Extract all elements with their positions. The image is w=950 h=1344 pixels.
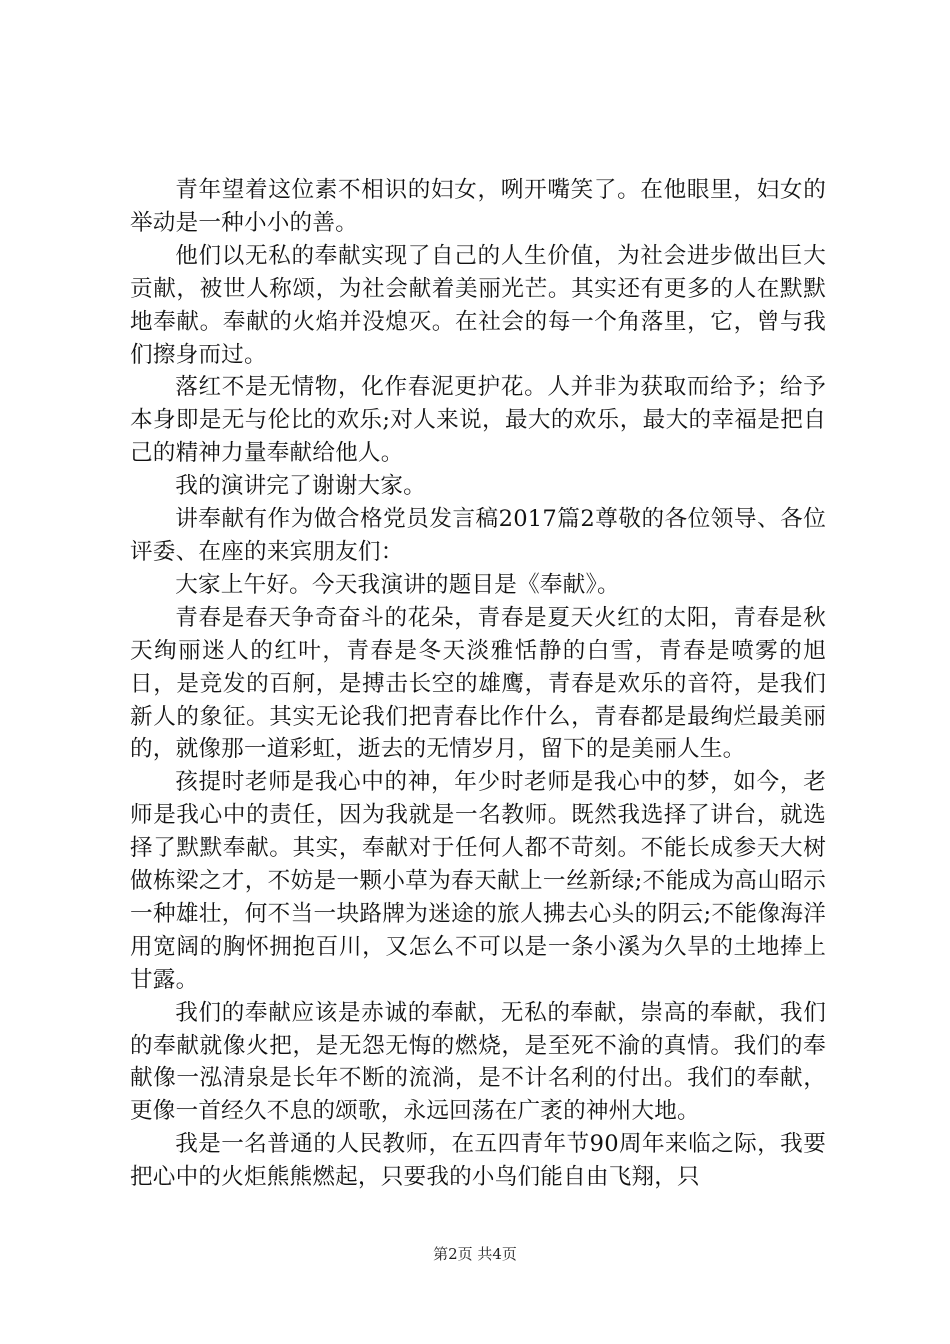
paragraph: 讲奉献有作为做合格党员发言稿2017篇2尊敬的各位领导、各位评委、在座的来宾朋友们： <box>130 506 826 565</box>
paragraph: 孩提时老师是我心中的神，年少时老师是我心中的梦，如今，老师是我心中的责任，因为我就是一名教师。既然我选择了讲台，就选择了默默奉献。其实，奉献对于任何人都不苛刻。不能长成参天大树做栋梁之才，不妨是一颗小草为春天献上一丝新绿;不能成为高山昭示一种雄壮，何不当一块路牌为迷途的旅人拂去心头的阴云;不能像海洋用宽阔的胸怀拥抱百川，又怎么不可以是一条小溪为久旱的土地捧上甘露。 <box>130 769 826 993</box>
paragraph: 他们以无私的奉献实现了自己的人生价值，为社会进步做出巨大贡献，被世人称颂，为社会献着美丽光芒。其实还有更多的人在默默地奉献。奉献的火焰并没熄灭。在社会的每一个角落里，它，曾与我们擦身而过。 <box>130 242 826 368</box>
paragraph: 大家上午好。今天我演讲的题目是《奉献》。 <box>175 571 620 598</box>
paragraph: 我是一名普通的人民教师，在五四青年节90周年来临之际，我要把心中的火炬熊熊燃起，只要我的小鸟们能自由飞翔，只 <box>130 1131 826 1191</box>
paragraph: 我们的奉献应该是赤诚的奉献，无私的奉献，崇高的奉献，我们的奉献就像火把，是无怨无悔的燃烧，是至死不渝的真情。我们的奉献像一泓清泉是长年不断的流淌，是不计名利的付出。我们的奉献，更像一首经久不息的颂歌，永远回荡在广袤的神州大地。 <box>130 999 826 1125</box>
paragraph: 青春是春天争奇奋斗的花朵，青春是夏天火红的太阳，青春是秋天绚丽迷人的红叶，青春是冬天淡雅恬静的白雪，青春是喷雾的旭日，是竞发的百舸，是搏击长空的雄鹰，青春是欢乐的音符，是我们新人的象征。其实无论我们把青春比作什么，青春都是最绚烂最美丽的，就像那一道彩虹，逝去的无情岁月，留下的是美丽人生。 <box>130 604 826 763</box>
page-number-footer: 第2页 共4页 <box>433 1245 517 1263</box>
paragraph: 我的演讲完了谢谢大家。 <box>175 473 426 500</box>
body-text <box>130 174 826 1194</box>
paragraph: 青年望着这位素不相识的妇女，咧开嘴笑了。在他眼里，妇女的举动是一种小小的善。 <box>130 177 826 236</box>
paragraph: 落红不是无情物，化作春泥更护花。人并非为获取而给予；给予本身即是无与伦比的欢乐;对人来说，最大的欢乐，最大的幸福是把自己的精神力量奉献给他人。 <box>130 374 826 467</box>
